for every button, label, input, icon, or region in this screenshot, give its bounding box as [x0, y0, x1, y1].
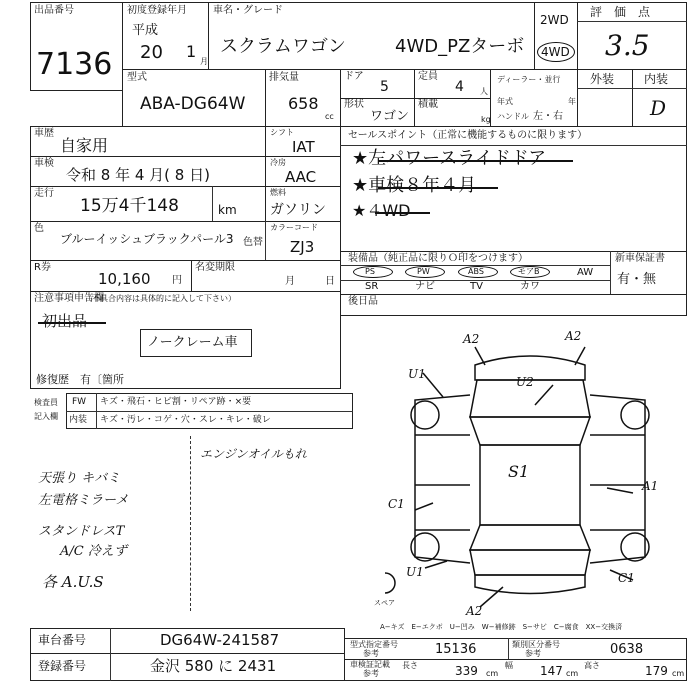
person-unit: 人: [480, 87, 488, 96]
handle-label: ハンドル: [497, 112, 529, 121]
interior-grade: D: [650, 96, 667, 120]
inspector-in-label: 内装: [69, 415, 88, 425]
mark-c1-left: C1: [388, 497, 405, 511]
length: 339: [455, 664, 478, 678]
kg-unit: kg: [481, 115, 491, 124]
class-number-ref: 参考: [525, 649, 541, 658]
plate: 金沢 580 に 2431: [150, 657, 277, 675]
drive-2wd: 2WD: [540, 13, 569, 27]
plate-label: 登録番号: [38, 659, 87, 673]
equip-leather: カワ: [520, 281, 540, 292]
car-name-label: 車名・グレード: [213, 5, 283, 16]
inspection: 令和 8 年 4 月( 8 日): [66, 166, 210, 184]
year-label: 年式: [497, 97, 513, 106]
car-name: スクラムワゴン: [220, 36, 346, 57]
doors: 5: [380, 79, 389, 95]
exterior-label: 外装: [590, 72, 615, 86]
inspector-in-items: キズ・汚レ・コゲ・穴・スレ・キレ・破レ: [100, 415, 271, 425]
mark-a2-right: A2: [565, 329, 582, 343]
mark-u1-rear: U1: [406, 565, 424, 579]
grade: 4WD_PZターボ: [395, 36, 525, 57]
remark-6: 各 A.U.S: [42, 573, 104, 591]
score: 3.5: [605, 29, 650, 62]
score-label: 評 価 点: [590, 5, 651, 19]
notes-sub: （不具合内容は具体的に記入して下さい）: [84, 294, 236, 303]
first-registration-label: 初度登録年月: [127, 5, 187, 16]
equip-abs: ABS: [468, 267, 484, 276]
fuel: ガソリン: [270, 202, 326, 218]
mileage-label: 走行: [34, 188, 54, 199]
cert-ref: 参考: [363, 669, 379, 678]
shift-label: シフト: [270, 128, 294, 137]
mark-a2-left: A2: [463, 332, 480, 346]
mark-c1-right: C1: [618, 571, 635, 585]
repair: 有〔箇所: [80, 373, 124, 386]
recycle-label: R券: [34, 262, 51, 273]
deadline-month: 月: [285, 276, 295, 287]
drive-4wd: 4WD: [541, 45, 570, 59]
dimensions-box: [344, 659, 687, 681]
repair-label: 修復歴: [36, 373, 69, 386]
remark-5: A/C 冷えず: [60, 544, 127, 559]
handle: 左・右: [533, 111, 563, 122]
shift: IAT: [292, 138, 315, 156]
displacement: 658: [288, 94, 319, 113]
color-change-label: 色替: [243, 237, 263, 248]
registration-deadline-label: 名変期限: [195, 262, 235, 273]
model: ABA-DG64W: [140, 94, 246, 114]
remark-3: 左電格ミラーメ: [38, 493, 129, 508]
month-unit: 月: [200, 57, 208, 66]
capacity: 4: [455, 79, 464, 95]
sales-points-label: セールスポイント（正常に機能するものに限ります）: [348, 130, 588, 141]
lot-number-label: 出品番号: [34, 5, 74, 16]
sales-point-2: ★車検８年４月: [352, 175, 477, 196]
doors-label: ドア: [344, 71, 364, 82]
equip-airbag: モアB: [518, 267, 540, 276]
sales-point-1: ★左パワースライドドア: [352, 148, 547, 169]
equip-ps: PS: [365, 267, 375, 276]
height: 179: [645, 664, 668, 678]
fuel-label: 燃料: [270, 188, 286, 197]
type-number: 15136: [435, 642, 477, 657]
usage: 自家用: [60, 136, 109, 155]
displacement-label: 排気量: [269, 72, 299, 83]
color-code: ZJ3: [290, 238, 315, 256]
inspector-fw-label: FW: [72, 397, 87, 407]
equip-aw: AW: [577, 267, 594, 278]
width-label: 幅: [505, 661, 513, 670]
warranty: 有・無: [617, 272, 657, 287]
mileage: 15万4千148: [80, 196, 179, 216]
height-unit: cm: [672, 669, 685, 678]
recycle: 10,160: [98, 270, 151, 288]
type-number-ref: 参考: [363, 649, 379, 658]
model-label: 型式: [127, 72, 147, 83]
class-number-label: 類別区分番号: [512, 640, 560, 649]
year-unit: 年: [568, 97, 576, 106]
spare-label: スペア: [374, 599, 395, 607]
length-unit: cm: [486, 669, 499, 678]
ac: AAC: [285, 168, 317, 186]
equipment-label: 装備品（純正品に限りＯ印をつけます）: [348, 253, 528, 264]
shape-label: 形状: [344, 99, 364, 110]
mark-u2: U2: [516, 375, 534, 389]
inspector-fw-items: キズ・飛石・ヒビ割・リペア跡・×要: [100, 397, 252, 407]
mark-s1: S1: [508, 462, 530, 481]
color: ブルーイッシュブラックパール3: [60, 232, 234, 246]
color-label: 色: [34, 223, 44, 234]
mark-a1: A1: [642, 479, 659, 493]
registration-month: 1: [186, 42, 197, 61]
warranty-label: 新車保証書: [615, 253, 665, 264]
km-unit: km: [218, 203, 237, 217]
registration-year: 20: [140, 42, 163, 63]
interior-label: 内装: [644, 72, 669, 86]
height-label: 高さ: [584, 661, 600, 670]
sales-point-3: ★４WD: [352, 201, 411, 220]
equip-tv: TV: [470, 281, 483, 292]
inspector-label-2: 記入欄: [34, 412, 58, 421]
mark-a2-rear: A2: [466, 604, 483, 618]
cc-unit: cc: [325, 112, 334, 121]
equip-pw: PW: [417, 267, 430, 276]
class-number: 0638: [610, 642, 644, 657]
load-label: 積載: [418, 99, 438, 110]
damage-legend: A−キズ E−エクボ U−凹み W−補修跡 S−サビ C−腐食 XX−交換済: [380, 623, 623, 631]
shape: ワゴン: [370, 109, 410, 124]
mark-u1-front: U1: [408, 367, 426, 381]
rear-seat-label: 後日品: [348, 296, 378, 307]
color-code-label: カラーコード: [270, 223, 318, 232]
inspection-label: 車検: [34, 158, 54, 169]
remark-4: スタンドレスT: [38, 524, 125, 539]
no-claim-text: ノークレーム車: [147, 335, 238, 350]
equip-navi: ナビ: [415, 281, 435, 292]
first-listing: 初出品: [42, 312, 88, 330]
dealer-label: ディーラー・並行: [497, 75, 561, 84]
length-label: 長さ: [402, 661, 418, 670]
chassis: DG64W-241587: [160, 631, 280, 649]
inspector-label-1: 検査員: [34, 398, 58, 407]
lot-number: 7136: [36, 47, 113, 82]
type-number-label: 型式指定番号: [350, 640, 398, 649]
deadline-day: 日: [325, 276, 335, 287]
era: 平成: [132, 23, 159, 38]
equip-sr: SR: [365, 281, 379, 292]
ac-label: 冷房: [270, 158, 286, 167]
chassis-label: 車台番号: [38, 633, 87, 647]
usage-label: 車歴: [34, 128, 54, 139]
yen-unit: 円: [172, 275, 182, 286]
width-unit: cm: [566, 669, 579, 678]
cert-label: 車検証記載: [350, 660, 390, 669]
rear-seat-box: [340, 294, 687, 316]
notes-label: 注意事項申告欄: [34, 293, 104, 304]
remark-2: 天張り キバミ: [38, 471, 121, 486]
width: 147: [540, 664, 563, 678]
capacity-label: 定員: [418, 71, 438, 82]
remark-1: エンジンオイルもれ: [200, 447, 307, 461]
